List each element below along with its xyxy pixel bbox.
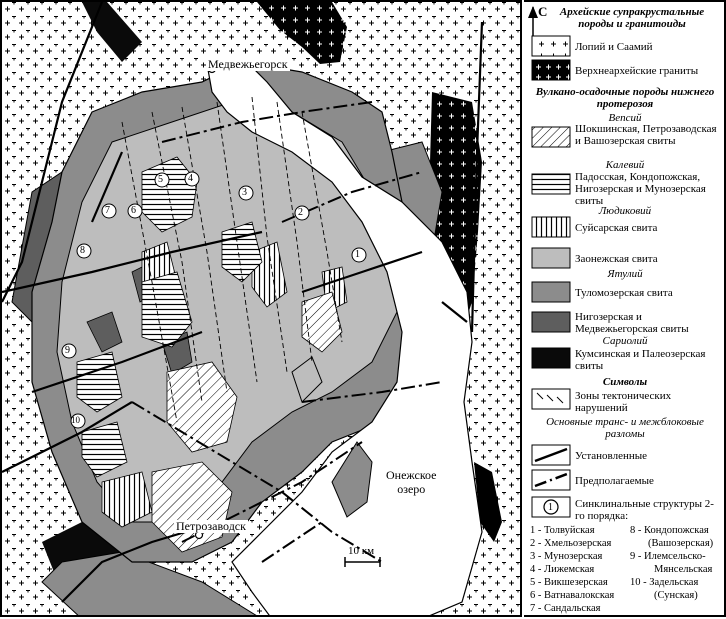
swatch-vepsian <box>532 127 570 147</box>
syncline-number-2: 2 <box>298 207 303 218</box>
legend-vepsian: Шокшинская, Петрозаводская и Вашозерская свиты <box>575 123 717 147</box>
legend-kumsa-paleozero: Кумсинская и Палеозерская свиты <box>575 348 706 372</box>
swatch-suisar <box>532 217 570 237</box>
syncline-number-6: 6 <box>131 205 136 216</box>
swatch-upper-archean-granites <box>532 60 570 80</box>
syncline-symbol-number: 1 <box>548 502 553 513</box>
syncline-number-9: 9 <box>65 345 70 356</box>
legend-lopiy-saamiy: Лопий и Саамий <box>575 41 653 53</box>
legend-tectonic-zone: Зоны тектонических нарушений <box>575 390 672 414</box>
swatch-kalevian <box>532 174 570 194</box>
lake-label-line-2: озеро <box>397 482 426 496</box>
syncline-number-1: 1 <box>355 249 360 260</box>
north-label: С <box>538 4 548 19</box>
swatch-tulomozero <box>532 282 570 302</box>
legend-nigozero-medvezhyegorsk: Нигозерская и Медвежьегорская свиты <box>575 311 689 335</box>
age-jatulian: Ятулий <box>607 268 643 280</box>
syncline-number-4: 4 <box>188 173 193 184</box>
city-label-medvezhyegorsk: Медвежьегорск <box>208 57 288 71</box>
syncline-number-3: 3 <box>242 187 247 198</box>
legend-fault-assumed: Предполагаемые <box>575 475 654 487</box>
age-ludicovian: Людиковий <box>598 205 652 217</box>
scale-label: 10 км <box>348 545 375 557</box>
syncline-list-9: 9 - Илемсельско- <box>630 551 706 562</box>
proterozoic-header: Вулкано-осадочные породы нижнего протерозоя <box>535 86 715 110</box>
legend-panel <box>524 0 726 617</box>
syncline-list-10: 10 - Задельская <box>630 577 699 588</box>
symbol-tectonic-zone <box>532 389 570 409</box>
faults-header: Основные транс- и межблоковые разломы <box>546 416 704 440</box>
symbols-header: Символы <box>602 376 648 388</box>
legend-zaonezhskaya: Заонежская свита <box>575 253 658 265</box>
age-kalevian: Калевий <box>605 159 645 171</box>
city-label-petrozavodsk: Петрозаводск <box>176 519 246 533</box>
archean-header: Архейские супракрустальные породы и гранитоиды <box>559 6 705 30</box>
swatch-kumsa-paleozero <box>532 348 570 368</box>
symbol-fault-assumed <box>532 470 570 490</box>
syncline-number-10: 10 <box>71 415 80 425</box>
syncline-list-10b: (Сунская) <box>654 590 698 601</box>
syncline-list-6: 6 - Ватнавалокская <box>530 590 615 601</box>
legend-kalevian: Падосская, Кондопожская, Нигозерская и Мунозерская свиты <box>575 171 706 207</box>
legend-fault-established: Установленные <box>575 450 648 462</box>
lake-label-line-1: Онежское <box>386 468 437 482</box>
syncline-list-2: 2 - Хмельозерская <box>530 538 612 549</box>
syncline-list-9b: Мянсельская <box>654 564 713 575</box>
syncline-list-1: 1 - Толвуйская <box>530 525 595 536</box>
swatch-lopiy-saamiy <box>532 36 570 56</box>
syncline-number-7: 7 <box>105 205 110 216</box>
swatch-nigozero-medvezhyegorsk <box>532 312 570 332</box>
symbol-fault-established <box>532 445 570 465</box>
legend-suisar: Суйсарская свита <box>575 222 658 234</box>
age-sariolian: Сариолий <box>602 335 648 347</box>
syncline-list-8b: (Вашозерская) <box>648 538 714 549</box>
syncline-list-4: 4 - Лижемская <box>530 564 595 575</box>
swatch-zaonezhskaya <box>532 248 570 268</box>
syncline-list-5: 5 - Викшезерская <box>530 577 608 588</box>
lake-label <box>386 468 437 496</box>
syncline-list-7: 7 - Сандальская <box>530 603 601 614</box>
syncline-number-8: 8 <box>80 245 85 256</box>
syncline-list-8: 8 - Кондопожская <box>630 525 709 536</box>
legend-syncline: Синклинальные структуры 2-го порядка: <box>575 498 714 522</box>
legend-upper-archean-granites: Верхнеархейские граниты <box>575 65 699 77</box>
age-vepsian: Вепсий <box>608 112 642 124</box>
syncline-number-5: 5 <box>158 174 163 185</box>
legend-tulomozero: Туломозерская свита <box>575 287 673 299</box>
map-canvas <box>2 2 522 617</box>
syncline-list-3: 3 - Мунозерская <box>530 551 603 562</box>
